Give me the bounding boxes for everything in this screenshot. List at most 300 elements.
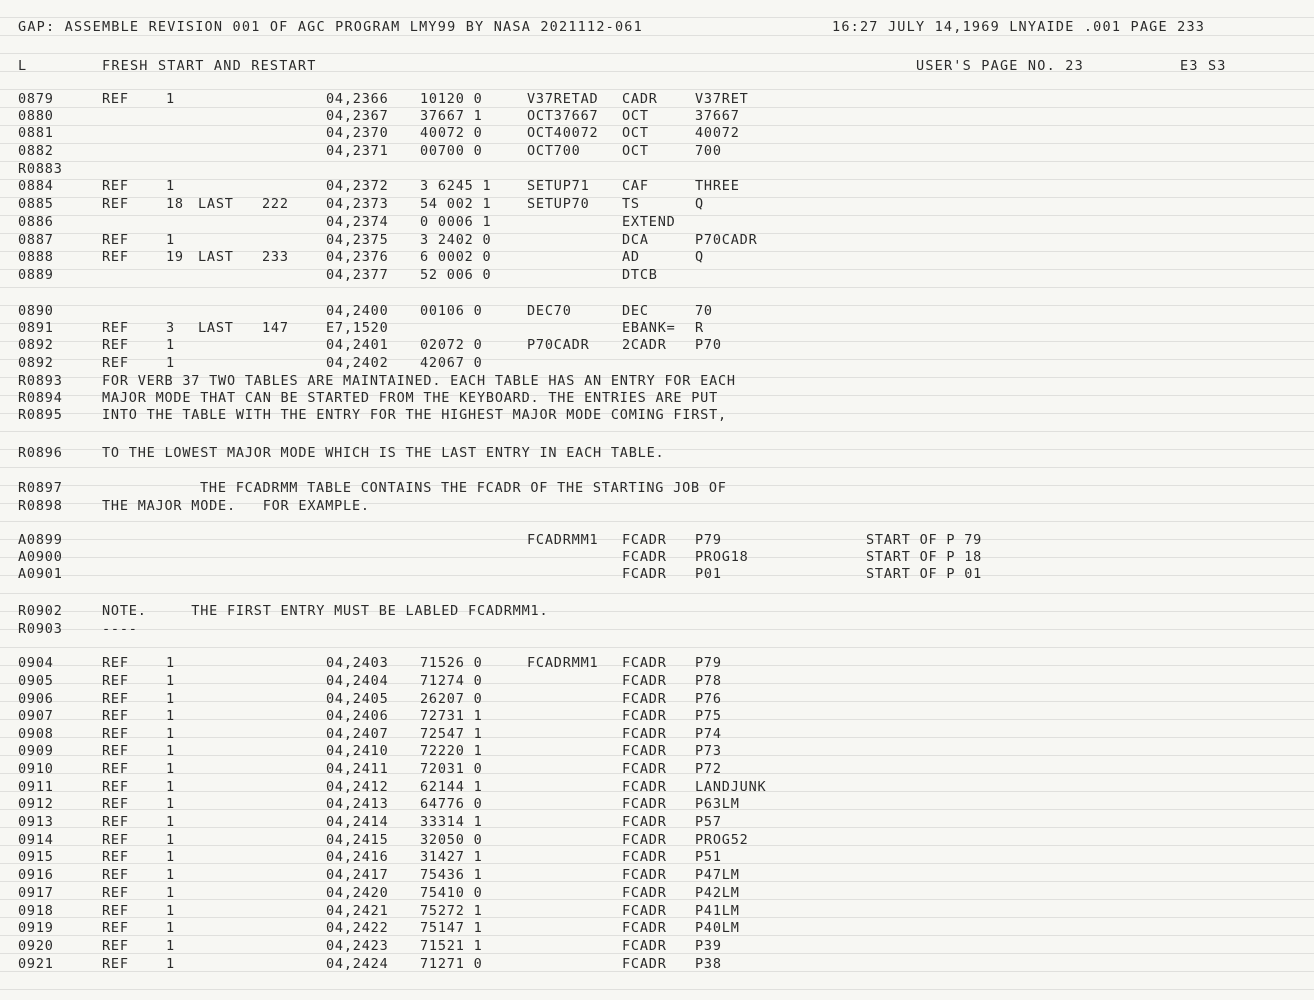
ref-count: 1	[166, 956, 175, 972]
octal-value: 71274 0	[420, 673, 483, 689]
code-line	[0, 124, 1314, 142]
line-number: R0903	[18, 621, 63, 637]
opcode: FCADR	[622, 867, 667, 883]
code-line	[0, 742, 1314, 760]
last-number: 222	[262, 196, 289, 212]
octal-value: 00106 0	[420, 303, 483, 319]
octal-value: 72031 0	[420, 761, 483, 777]
ref-keyword: REF	[102, 178, 129, 194]
opcode: DEC	[622, 303, 649, 319]
octal-value: 26207 0	[420, 691, 483, 707]
comment-line	[0, 389, 1314, 407]
code-line	[0, 690, 1314, 708]
ref-count: 1	[166, 655, 175, 671]
operand: P75	[695, 708, 722, 724]
last-number: 147	[262, 320, 289, 336]
octal-value: 42067 0	[420, 355, 483, 371]
ref-count: 1	[166, 867, 175, 883]
last-keyword: LAST	[198, 320, 234, 336]
operand: P74	[695, 726, 722, 742]
operand: P78	[695, 673, 722, 689]
symbol-label: OCT37667	[527, 108, 599, 124]
octal-value: 3 2402 0	[420, 232, 492, 248]
memory-address: 04,2410	[326, 743, 389, 759]
ref-keyword: REF	[102, 761, 129, 777]
opcode: FCADR	[622, 779, 667, 795]
code-line	[0, 177, 1314, 195]
code-line	[0, 707, 1314, 725]
line-number: 0881	[18, 125, 54, 141]
ref-keyword: REF	[102, 708, 129, 724]
operand: R	[695, 320, 704, 336]
code-line	[0, 866, 1314, 884]
operand: PROG18	[695, 549, 749, 565]
symbol-label: OCT40072	[527, 125, 599, 141]
operand: P38	[695, 956, 722, 972]
memory-address: 04,2411	[326, 761, 389, 777]
ref-keyword: REF	[102, 867, 129, 883]
ref-count: 1	[166, 920, 175, 936]
operand: Q	[695, 249, 704, 265]
code-line	[0, 354, 1314, 372]
operand: P51	[695, 849, 722, 865]
ref-keyword: REF	[102, 832, 129, 848]
memory-address: 04,2420	[326, 885, 389, 901]
ref-keyword: REF	[102, 655, 129, 671]
comment-line	[0, 406, 1314, 424]
line-number: 0905	[18, 673, 54, 689]
example-note: START OF P 01	[866, 566, 983, 582]
symbol-label: P70CADR	[527, 337, 590, 353]
line-number: 0891	[18, 320, 54, 336]
last-keyword: LAST	[198, 249, 234, 265]
line-number: 0911	[18, 779, 54, 795]
section-code: E3 S3	[1180, 58, 1227, 74]
octal-value: 72220 1	[420, 743, 483, 759]
page-header	[0, 18, 1314, 36]
opcode: FCADR	[622, 532, 667, 548]
comment-line	[0, 602, 1314, 620]
memory-address: 04,2376	[326, 249, 389, 265]
example-line	[0, 565, 1314, 583]
ref-keyword: REF	[102, 249, 129, 265]
ref-keyword: REF	[102, 796, 129, 812]
comment-text: ----	[102, 621, 138, 637]
ref-count: 1	[166, 673, 175, 689]
code-line	[0, 160, 1314, 178]
line-number: A0901	[18, 566, 63, 582]
operand: 40072	[695, 125, 740, 141]
octal-value: 72547 1	[420, 726, 483, 742]
opcode: TS	[622, 196, 640, 212]
opcode: FCADR	[622, 903, 667, 919]
memory-address: 04,2422	[326, 920, 389, 936]
opcode: FCADR	[622, 849, 667, 865]
memory-address: 04,2407	[326, 726, 389, 742]
operand: 700	[695, 143, 722, 159]
memory-address: 04,2373	[326, 196, 389, 212]
ref-count: 1	[166, 726, 175, 742]
ref-count: 1	[166, 903, 175, 919]
ref-count: 1	[166, 691, 175, 707]
memory-address: 04,2414	[326, 814, 389, 830]
code-line	[0, 813, 1314, 831]
last-number: 233	[262, 249, 289, 265]
example-line	[0, 548, 1314, 566]
operand: P79	[695, 532, 722, 548]
user-page-number: USER'S PAGE NO. 23	[916, 58, 1084, 74]
ref-keyword: REF	[102, 814, 129, 830]
example-line	[0, 531, 1314, 549]
example-note: START OF P 79	[866, 532, 983, 548]
ref-keyword: REF	[102, 337, 129, 353]
opcode: FCADR	[622, 956, 667, 972]
code-line	[0, 248, 1314, 266]
symbol-label: V37RETAD	[527, 91, 599, 107]
line-number: 0915	[18, 849, 54, 865]
comment-line	[0, 620, 1314, 638]
code-line	[0, 672, 1314, 690]
ref-count: 18	[166, 196, 184, 212]
code-line	[0, 725, 1314, 743]
memory-address: 04,2406	[326, 708, 389, 724]
memory-address: 04,2416	[326, 849, 389, 865]
operand: P39	[695, 938, 722, 954]
line-number: A0900	[18, 549, 63, 565]
opcode: OCT	[622, 125, 649, 141]
operand: P70	[695, 337, 722, 353]
line-number: 0884	[18, 178, 54, 194]
header-left: GAP: ASSEMBLE REVISION 001 OF AGC PROGRAM LMY99 BY NASA 2021112-061	[18, 19, 643, 35]
ref-count: 3	[166, 320, 175, 336]
memory-address: 04,2372	[326, 178, 389, 194]
memory-address: 04,2402	[326, 355, 389, 371]
line-number: 0910	[18, 761, 54, 777]
code-line	[0, 778, 1314, 796]
code-line	[0, 955, 1314, 973]
ref-keyword: REF	[102, 920, 129, 936]
line-number: 0892	[18, 355, 54, 371]
line-number: 0889	[18, 267, 54, 283]
octal-value: 3 6245 1	[420, 178, 492, 194]
operand: P72	[695, 761, 722, 777]
header-right: 16:27 JULY 14,1969 LNYAIDE .001 PAGE 233	[832, 19, 1206, 35]
memory-address: 04,2423	[326, 938, 389, 954]
line-number: 0912	[18, 796, 54, 812]
line-number: R0897	[18, 480, 63, 496]
operand: P76	[695, 691, 722, 707]
comment-text: NOTE. THE FIRST ENTRY MUST BE LABLED FCADRMM1.	[102, 603, 549, 619]
operand: V37RET	[695, 91, 749, 107]
memory-address: 04,2375	[326, 232, 389, 248]
operand: 37667	[695, 108, 740, 124]
octal-value: 72731 1	[420, 708, 483, 724]
memory-address: 04,2404	[326, 673, 389, 689]
opcode: FCADR	[622, 920, 667, 936]
opcode: FCADR	[622, 566, 667, 582]
line-number: 0882	[18, 143, 54, 159]
octal-value: 52 006 0	[420, 267, 492, 283]
line-number: 0880	[18, 108, 54, 124]
comment-text: INTO THE TABLE WITH THE ENTRY FOR THE HIGHEST MAJOR MODE COMING FIRST,	[102, 407, 727, 423]
comment-text: FOR VERB 37 TWO TABLES ARE MAINTAINED. EACH TABLE HAS AN ENTRY FOR EACH	[102, 373, 736, 389]
ref-keyword: REF	[102, 743, 129, 759]
octal-value: 40072 0	[420, 125, 483, 141]
opcode: 2CADR	[622, 337, 667, 353]
opcode: FCADR	[622, 673, 667, 689]
ref-keyword: REF	[102, 938, 129, 954]
ref-keyword: REF	[102, 196, 129, 212]
line-number: 0918	[18, 903, 54, 919]
ref-keyword: REF	[102, 726, 129, 742]
operand: THREE	[695, 178, 740, 194]
code-line	[0, 831, 1314, 849]
line-number: 0919	[18, 920, 54, 936]
code-line	[0, 142, 1314, 160]
ref-count: 1	[166, 91, 175, 107]
code-line	[0, 231, 1314, 249]
comment-text: TO THE LOWEST MAJOR MODE WHICH IS THE LAST ENTRY IN EACH TABLE.	[102, 445, 665, 461]
ref-count: 1	[166, 796, 175, 812]
ref-keyword: REF	[102, 355, 129, 371]
line-number: 0904	[18, 655, 54, 671]
page-subheader	[0, 57, 1314, 75]
octal-value: 75436 1	[420, 867, 483, 883]
opcode: FCADR	[622, 796, 667, 812]
comment-line	[0, 372, 1314, 390]
memory-address: 04,2401	[326, 337, 389, 353]
opcode: FCADR	[622, 832, 667, 848]
code-line	[0, 795, 1314, 813]
code-line	[0, 302, 1314, 320]
opcode: FCADR	[622, 743, 667, 759]
opcode: DCA	[622, 232, 649, 248]
memory-address: 04,2400	[326, 303, 389, 319]
line-number: 0879	[18, 91, 54, 107]
subheader-marker: L	[18, 58, 28, 74]
octal-value: 62144 1	[420, 779, 483, 795]
memory-address: 04,2417	[326, 867, 389, 883]
line-number: 0908	[18, 726, 54, 742]
memory-address: 04,2366	[326, 91, 389, 107]
operand: P63LM	[695, 796, 740, 812]
code-line	[0, 919, 1314, 937]
opcode: DTCB	[622, 267, 658, 283]
ref-count: 1	[166, 355, 175, 371]
opcode: FCADR	[622, 691, 667, 707]
code-line	[0, 654, 1314, 672]
ref-keyword: REF	[102, 320, 129, 336]
example-note: START OF P 18	[866, 549, 983, 565]
octal-value: 64776 0	[420, 796, 483, 812]
opcode: FCADR	[622, 708, 667, 724]
memory-address: 04,2413	[326, 796, 389, 812]
octal-value: 71271 0	[420, 956, 483, 972]
section-title: FRESH START AND RESTART	[102, 58, 317, 74]
opcode: OCT	[622, 108, 649, 124]
line-number: 0917	[18, 885, 54, 901]
operand: PROG52	[695, 832, 749, 848]
symbol-label: OCT700	[527, 143, 581, 159]
octal-value: 71526 0	[420, 655, 483, 671]
ref-keyword: REF	[102, 691, 129, 707]
code-line	[0, 760, 1314, 778]
line-number: 0890	[18, 303, 54, 319]
line-number: R0895	[18, 407, 63, 423]
line-number: 0906	[18, 691, 54, 707]
ref-count: 1	[166, 337, 175, 353]
symbol-label: DEC70	[527, 303, 572, 319]
line-number: 0920	[18, 938, 54, 954]
comment-text: THE FCADRMM TABLE CONTAINS THE FCADR OF THE STARTING JOB OF	[200, 480, 727, 496]
line-number: 0887	[18, 232, 54, 248]
opcode: EXTEND	[622, 214, 676, 230]
operand: P41LM	[695, 903, 740, 919]
opcode: CADR	[622, 91, 658, 107]
ref-keyword: REF	[102, 91, 129, 107]
memory-address: 04,2424	[326, 956, 389, 972]
memory-address: 04,2421	[326, 903, 389, 919]
ref-keyword: REF	[102, 673, 129, 689]
opcode: AD	[622, 249, 640, 265]
memory-address: E7,1520	[326, 320, 389, 336]
comment-line	[0, 479, 1314, 497]
ref-count: 1	[166, 232, 175, 248]
line-number: R0894	[18, 390, 63, 406]
code-line	[0, 937, 1314, 955]
operand: Q	[695, 196, 704, 212]
symbol-label: SETUP70	[527, 196, 590, 212]
ref-count: 1	[166, 832, 175, 848]
memory-address: 04,2370	[326, 125, 389, 141]
octal-value: 71521 1	[420, 938, 483, 954]
code-line	[0, 107, 1314, 125]
opcode: FCADR	[622, 938, 667, 954]
octal-value: 37667 1	[420, 108, 483, 124]
symbol-label: SETUP71	[527, 178, 590, 194]
operand: P57	[695, 814, 722, 830]
ref-keyword: REF	[102, 885, 129, 901]
octal-value: 31427 1	[420, 849, 483, 865]
code-line	[0, 336, 1314, 354]
code-line	[0, 319, 1314, 337]
ref-keyword: REF	[102, 232, 129, 248]
opcode: EBANK=	[622, 320, 676, 336]
memory-address: 04,2371	[326, 143, 389, 159]
code-line	[0, 266, 1314, 284]
code-line	[0, 902, 1314, 920]
operand: P42LM	[695, 885, 740, 901]
octal-value: 75147 1	[420, 920, 483, 936]
code-line	[0, 90, 1314, 108]
line-number: R0883	[18, 161, 63, 177]
memory-address: 04,2367	[326, 108, 389, 124]
opcode: FCADR	[622, 814, 667, 830]
comment-text: MAJOR MODE THAT CAN BE STARTED FROM THE KEYBOARD. THE ENTRIES ARE PUT	[102, 390, 719, 406]
opcode: FCADR	[622, 885, 667, 901]
operand: P40LM	[695, 920, 740, 936]
ref-count: 1	[166, 779, 175, 795]
memory-address: 04,2374	[326, 214, 389, 230]
octal-value: 02072 0	[420, 337, 483, 353]
ref-count: 1	[166, 885, 175, 901]
code-line	[0, 848, 1314, 866]
octal-value: 75410 0	[420, 885, 483, 901]
octal-value: 75272 1	[420, 903, 483, 919]
ref-count: 19	[166, 249, 184, 265]
code-line	[0, 213, 1314, 231]
ref-count: 1	[166, 938, 175, 954]
ref-keyword: REF	[102, 903, 129, 919]
ref-count: 1	[166, 178, 175, 194]
operand: P79	[695, 655, 722, 671]
ref-count: 1	[166, 849, 175, 865]
line-number: R0902	[18, 603, 63, 619]
octal-value: 6 0002 0	[420, 249, 492, 265]
operand: P70CADR	[695, 232, 758, 248]
line-number: R0898	[18, 498, 63, 514]
memory-address: 04,2412	[326, 779, 389, 795]
memory-address: 04,2403	[326, 655, 389, 671]
ref-count: 1	[166, 761, 175, 777]
operand: P01	[695, 566, 722, 582]
comment-line	[0, 444, 1314, 462]
operand: P73	[695, 743, 722, 759]
line-number: 0913	[18, 814, 54, 830]
memory-address: 04,2405	[326, 691, 389, 707]
memory-address: 04,2377	[326, 267, 389, 283]
octal-value: 54 002 1	[420, 196, 492, 212]
code-line	[0, 195, 1314, 213]
operand: 70	[695, 303, 713, 319]
line-number: R0893	[18, 373, 63, 389]
line-number: 0886	[18, 214, 54, 230]
ref-keyword: REF	[102, 956, 129, 972]
line-number: 0921	[18, 956, 54, 972]
opcode: FCADR	[622, 761, 667, 777]
line-number: 0892	[18, 337, 54, 353]
opcode: OCT	[622, 143, 649, 159]
code-line	[0, 884, 1314, 902]
opcode: FCADR	[622, 549, 667, 565]
octal-value: 0 0006 1	[420, 214, 492, 230]
ref-count: 1	[166, 814, 175, 830]
opcode: FCADR	[622, 726, 667, 742]
operand: LANDJUNK	[695, 779, 767, 795]
line-number: 0885	[18, 196, 54, 212]
line-number: 0916	[18, 867, 54, 883]
line-number: 0914	[18, 832, 54, 848]
octal-value: 33314 1	[420, 814, 483, 830]
line-number: R0896	[18, 445, 63, 461]
symbol-label: FCADRMM1	[527, 655, 599, 671]
ref-count: 1	[166, 708, 175, 724]
opcode: FCADR	[622, 655, 667, 671]
last-keyword: LAST	[198, 196, 234, 212]
symbol-label: FCADRMM1	[527, 532, 599, 548]
octal-value: 10120 0	[420, 91, 483, 107]
line-number: 0907	[18, 708, 54, 724]
line-number: 0909	[18, 743, 54, 759]
line-number: A0899	[18, 532, 63, 548]
octal-value: 00700 0	[420, 143, 483, 159]
ref-keyword: REF	[102, 779, 129, 795]
comment-line	[0, 497, 1314, 515]
opcode: CAF	[622, 178, 649, 194]
operand: P47LM	[695, 867, 740, 883]
line-number: 0888	[18, 249, 54, 265]
ref-keyword: REF	[102, 849, 129, 865]
